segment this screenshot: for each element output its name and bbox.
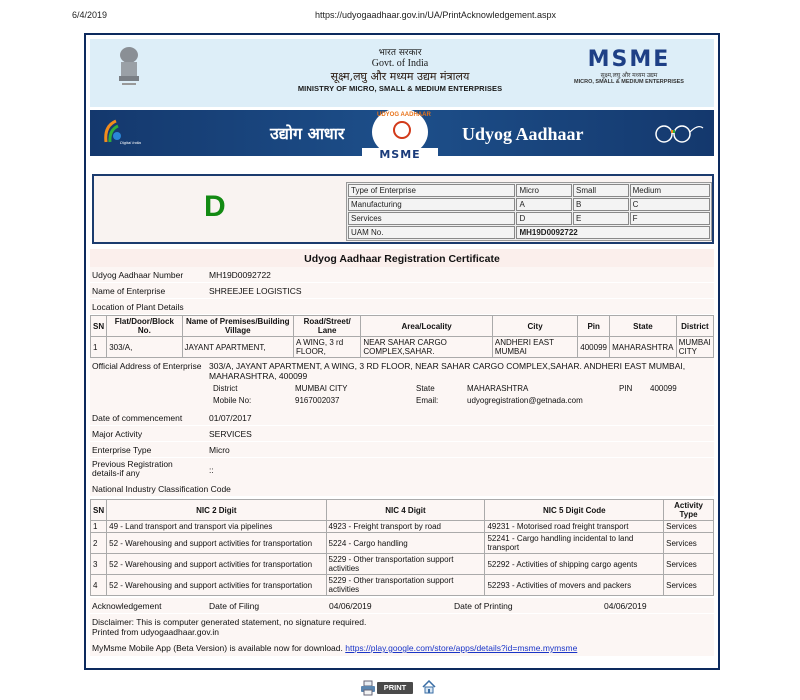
banner-title: Udyog Aadhaar — [462, 124, 584, 144]
field-row — [90, 283, 714, 299]
mobile-value: 9167002037 — [295, 396, 340, 405]
uam-number: MH19D0092722 — [516, 226, 710, 239]
msme-logo-hindi: सूक्ष्म,लघु और मध्यम उद्यम — [600, 73, 658, 79]
uam-row — [348, 226, 710, 239]
table-cell: 52293 - Activities of movers and packers — [485, 575, 664, 596]
field-label: Name of Enterprise — [92, 286, 166, 296]
certificate-body — [90, 249, 714, 656]
field-label: Date of commencement — [92, 413, 183, 423]
msme-logo-text: MSME — [587, 47, 671, 72]
print-button[interactable]: PRINT — [377, 682, 413, 694]
category-row — [348, 184, 710, 197]
msme-logo-sub: MICRO, SMALL & MEDIUM ENTERPRISES — [574, 79, 684, 85]
field-row — [90, 442, 714, 458]
udyog-aadhaar-seal — [362, 108, 438, 164]
field-value: MH19D0092722 — [209, 270, 271, 280]
table-cell: ANDHERI EAST MUMBAI — [492, 337, 577, 358]
column-header: SN — [91, 316, 107, 337]
pin-label: PIN — [619, 384, 633, 393]
pin-value: 400099 — [650, 384, 677, 393]
table-row — [91, 337, 714, 358]
category-letter: D — [204, 190, 226, 223]
email-label: Email: — [416, 396, 439, 405]
national-emblem-icon — [114, 45, 144, 89]
certificate-frame — [84, 33, 720, 670]
category-cell: Services — [348, 212, 515, 225]
table-cell: 1 — [91, 337, 107, 358]
filing-date-label: Date of Filing — [209, 601, 260, 611]
table-row — [91, 554, 714, 575]
msme-logo — [564, 49, 694, 85]
table-cell: Services — [664, 554, 714, 575]
column-header: District — [676, 316, 713, 337]
digital-india-label: Digital India — [120, 140, 141, 145]
table-cell: NEAR SAHAR CARGO COMPLEX,SAHAR. — [361, 337, 493, 358]
field-row — [90, 426, 714, 442]
field-row — [90, 458, 714, 481]
table-cell: 52292 - Activities of shipping cargo agents — [485, 554, 664, 575]
acknowledgement-row — [90, 598, 714, 613]
field-row — [90, 410, 714, 426]
table-cell: 52 - Warehousing and support activities for transportation — [107, 554, 326, 575]
seal-ring-text: UDYOG AADHAAR — [377, 112, 431, 118]
table-header-row — [91, 316, 714, 337]
category-cell: B — [573, 198, 629, 211]
category-cell: E — [573, 212, 629, 225]
table-cell: 5229 - Other transportation support activities — [326, 554, 485, 575]
field-label: Major Activity — [92, 429, 143, 439]
table-cell: 52241 - Cargo handling incidental to land transport — [485, 533, 664, 554]
field-label: Previous Registration details-if any — [92, 459, 173, 478]
field-value: :: — [209, 465, 214, 475]
digital-india-logo — [102, 118, 152, 148]
nic-label: National Industry Classification Code — [92, 484, 231, 494]
filing-date: 04/06/2019 — [329, 601, 372, 611]
government-header — [90, 39, 714, 107]
table-cell: 5224 - Cargo handling — [326, 533, 485, 554]
column-header: NIC 2 Digit — [107, 500, 326, 521]
mobile-label: Mobile No: — [213, 396, 252, 405]
category-cell: C — [630, 198, 710, 211]
column-header: State — [610, 316, 677, 337]
column-header: Flat/Door/Block No. — [107, 316, 182, 337]
column-header: Activity Type — [664, 500, 714, 521]
field-label: Enterprise Type — [92, 445, 152, 455]
category-cell: A — [516, 198, 572, 211]
table-cell: 4 — [91, 575, 107, 596]
field-row — [90, 481, 714, 497]
field-row — [90, 299, 714, 315]
address-value: 303/A, JAYANT APARTMENT, A WING, 3 RD FLOOR, NEAR SAHAR CARGO COMPLEX,SAHAR. ANDHERI EAST MUMBAI, MAHARASHTRA, 400099 — [209, 361, 686, 381]
table-cell: 5229 - Other transportation support activities — [326, 575, 485, 596]
field-label: Location of Plant Details — [92, 302, 184, 312]
print-url: https://udyogaadhaar.gov.in/UA/PrintAcknowledgement.aspx — [315, 10, 556, 20]
table-cell: 303/A, — [107, 337, 182, 358]
app-promo-text: MyMsme Mobile App (Beta Version) is available now for download. — [92, 643, 343, 653]
print-header — [0, 10, 800, 22]
table-cell: 1 — [91, 521, 107, 533]
category-table — [346, 182, 712, 241]
table-cell: 4923 - Freight transport by road — [326, 521, 485, 533]
category-cell: Type of Enterprise — [348, 184, 515, 197]
table-cell: 52 - Warehousing and support activities for transportation — [107, 533, 326, 554]
table-cell: 52 - Warehousing and support activities for transportation — [107, 575, 326, 596]
column-header: Area/Locality — [361, 316, 493, 337]
table-cell: MAHARASHTRA — [610, 337, 677, 358]
category-row — [348, 198, 710, 211]
state-label: State — [416, 384, 435, 393]
official-address — [90, 358, 714, 410]
column-header: Name of Premises/Building Village — [182, 316, 294, 337]
field-value: Micro — [209, 445, 230, 455]
column-header: Pin — [578, 316, 610, 337]
swachh-bharat-glasses-icon — [652, 122, 704, 144]
table-cell: Services — [664, 575, 714, 596]
district-value: MUMBAI CITY — [295, 384, 348, 393]
printer-icon[interactable] — [360, 680, 376, 696]
table-cell: A WING, 3 rd FLOOR, — [294, 337, 361, 358]
nic-table — [90, 499, 714, 596]
printed-from-text: Printed from udyogaadhaar.gov.in — [92, 627, 219, 637]
category-cell: Manufacturing — [348, 198, 515, 211]
table-cell: 3 — [91, 554, 107, 575]
table-header-row — [91, 500, 714, 521]
ministry-name: MINISTRY OF MICRO, SMALL & MEDIUM ENTERPRISES — [297, 84, 503, 93]
email-value: udyogregistration@getnada.com — [467, 396, 583, 405]
seal-msme-text: MSME — [362, 148, 438, 162]
state-value: MAHARASHTRA — [467, 384, 529, 393]
category-cell: Small — [573, 184, 629, 197]
table-cell: 400099 — [578, 337, 610, 358]
column-header: NIC 4 Digit — [326, 500, 485, 521]
category-cell: F — [630, 212, 710, 225]
field-value: SHREEJEE LOGISTICS — [209, 286, 302, 296]
table-cell: 49 - Land transport and transport via pipelines — [107, 521, 326, 533]
printing-date: 04/06/2019 — [604, 601, 647, 611]
gov-hindi-title: भारत सरकार — [378, 48, 422, 58]
home-icon[interactable] — [422, 680, 436, 694]
column-header: City — [492, 316, 577, 337]
category-row — [348, 212, 710, 225]
table-row — [91, 521, 714, 533]
table-cell: 49231 - Motorised road freight transport — [485, 521, 664, 533]
district-label: District — [213, 384, 238, 393]
acknowledgement-label: Acknowledgement — [92, 601, 162, 611]
table-cell: Services — [664, 521, 714, 533]
column-header: Road/Street/ Lane — [294, 316, 361, 337]
printing-date-label: Date of Printing — [454, 601, 513, 611]
print-date: 6/4/2019 — [72, 10, 108, 20]
field-value: 01/07/2017 — [209, 413, 252, 423]
app-download-link[interactable]: https://play.google.com/store/apps/details?id=msme.mymsme — [345, 643, 578, 653]
table-cell: Services — [664, 533, 714, 554]
category-cell: D — [516, 212, 572, 225]
table-row — [91, 575, 714, 596]
column-header: SN — [91, 500, 107, 521]
table-row — [91, 533, 714, 554]
table-cell: MUMBAI CITY — [676, 337, 713, 358]
udyog-aadhaar-banner — [90, 110, 714, 161]
column-header: NIC 5 Digit Code — [485, 500, 664, 521]
table-cell: 2 — [91, 533, 107, 554]
disclaimer-text: Disclaimer: This is computer generated statement, no signature required. — [92, 617, 367, 627]
field-label: Udyog Aadhaar Number — [92, 270, 184, 280]
enterprise-category-box — [92, 174, 714, 244]
gov-title: Govt. of India — [371, 58, 429, 69]
table-cell: JAYANT APARTMENT, — [182, 337, 294, 358]
category-cell: Micro — [516, 184, 572, 197]
ministry-hindi: सूक्ष्म,लघु और मध्यम उद्यम मंत्रालय — [330, 70, 470, 83]
address-label: Official Address of Enterprise — [92, 361, 202, 371]
field-row — [90, 267, 714, 283]
plant-location-table — [90, 315, 714, 358]
category-cell: Medium — [630, 184, 710, 197]
uam-label: UAM No. — [348, 226, 515, 239]
certificate-title: Udyog Aadhaar Registration Certificate — [90, 249, 714, 267]
banner-title-hindi: उद्योग आधार — [270, 124, 345, 143]
app-promo — [90, 640, 714, 656]
field-value: SERVICES — [209, 429, 252, 439]
disclaimer — [90, 613, 714, 640]
fingerprint-icon — [393, 121, 411, 139]
